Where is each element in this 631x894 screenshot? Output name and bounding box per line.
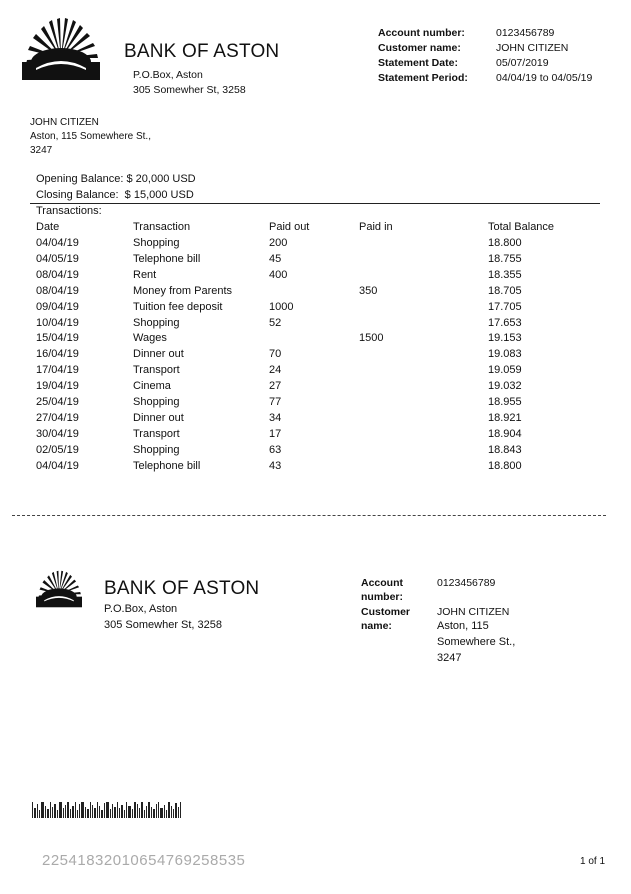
cell-date: 17/04/19 [36,364,79,377]
account-number: 0123456789 [496,27,555,39]
account-number-label: Account number: [378,27,465,39]
customer-name-label: Customer name: [378,42,461,54]
barcode-bar [54,804,56,818]
slip-customer-addr2: Somewhere St., [437,636,516,648]
barcode-bar [166,810,167,818]
statement-period: 04/04/19 to 04/05/19 [496,72,593,84]
cell-date: 04/04/19 [36,237,79,249]
barcode-bar [63,808,64,818]
table-row [36,332,631,348]
barcode-icon [32,800,247,816]
cell-date: 16/04/19 [36,348,79,361]
barcode-bar [79,804,80,818]
cell-paid-out: 43 [269,459,282,472]
barcode-bar [139,808,140,818]
cell-total-balance: 18.755 [488,252,522,265]
table-row [36,412,631,428]
cell-transaction: Shopping [133,237,180,249]
barcode-bar [87,809,89,818]
table-row [36,317,631,333]
barcode-bar [114,807,116,818]
barcode-bar [104,803,105,818]
cell-paid-out: 24 [269,364,282,377]
barcode-bar [128,806,131,818]
customer-name: JOHN CITIZEN [496,42,569,54]
cell-transaction: Dinner out [133,411,184,424]
barcode-bar [164,805,165,818]
cell-transaction: Telephone bill [133,459,201,472]
cell-paid-out: 45 [269,252,282,265]
customer-address-line1: Aston, 115 Somewhere St., [30,131,151,142]
barcode-bar [137,804,138,818]
barcode-bar [148,802,150,818]
bank-logo-icon [22,18,100,80]
cell-transaction: Shopping [133,396,180,408]
barcode-bar [45,806,46,818]
barcode-bar [47,809,49,818]
barcode-bar [171,806,172,818]
table-row [36,396,631,412]
cell-total-balance: 17.705 [488,300,522,313]
slip-bank-name: BANK OF ASTON [104,578,260,599]
barcode-bar [101,810,103,818]
barcode-bar [117,802,118,818]
balance-divider [30,203,600,204]
barcode-bar [106,802,109,818]
barcode-bar [50,802,51,818]
table-row [36,269,631,285]
slip-bank-address-line2: 305 Somewher St, 3258 [104,619,223,631]
cell-transaction: Shopping [133,443,180,456]
barcode-bar [77,810,78,818]
statement-date-label: Statement Date: [378,57,458,69]
cell-total-balance: 18.955 [488,396,522,408]
cell-date: 30/04/19 [36,427,79,440]
slip-customer-label-2: name: [361,620,392,632]
cell-total-balance: 18.800 [488,237,522,249]
header-transaction: Transaction [133,221,191,233]
transactions-table [36,221,606,481]
table-row [36,301,631,317]
slip-account-label-1: Account [361,577,403,589]
cell-date: 25/04/19 [36,396,79,408]
cell-date: 27/04/19 [36,411,79,424]
opening-balance: Opening Balance: $ 20,000 USD [36,173,196,185]
cell-transaction: Wages [133,332,167,345]
bank-address-line2: 305 Somewher St, 3258 [133,84,246,96]
cell-date: 02/05/19 [36,443,79,456]
barcode-bar [144,810,145,818]
header-paid-out: Paid out [269,221,310,233]
table-row [36,428,631,444]
barcode-bar [37,804,38,818]
slip-customer-addr3: 3247 [437,652,462,664]
barcode-bar [134,802,136,818]
cell-paid-out: 63 [269,443,282,456]
barcode-bar [160,808,163,818]
barcode-bar [141,802,143,818]
barcode-bar [72,806,74,818]
barcode-bar [59,802,62,818]
cell-total-balance: 18.705 [488,284,522,297]
statement-period-label: Statement Period: [378,72,468,84]
cell-paid-out: 200 [269,237,288,249]
cell-paid-out: 400 [269,268,288,281]
table-row [36,460,631,476]
barcode-number: 22541832010654769258535 [42,852,246,869]
barcode-bar [180,802,181,818]
cell-transaction: Dinner out [133,348,184,361]
table-row [36,285,631,301]
cell-paid-out: 27 [269,380,282,393]
cell-date: 10/04/19 [36,316,79,329]
cell-total-balance: 18.800 [488,459,522,472]
barcode-bar [132,809,133,818]
customer-address-line2: 3247 [30,145,53,156]
cell-transaction: Transport [133,364,180,377]
cell-transaction: Cinema [133,380,171,393]
barcode-bar [92,805,93,818]
barcode-bar [146,806,147,818]
customer-address-name: JOHN CITIZEN [30,117,99,128]
cell-date: 19/04/19 [36,380,79,393]
cell-date: 09/04/19 [36,300,79,313]
header-paid-in: Paid in [359,221,393,233]
header-total-balance: Total Balance [488,221,555,233]
slip-customer-label-1: Customer [361,606,411,618]
cell-transaction: Telephone bill [133,252,201,265]
cell-paid-in: 350 [359,284,378,297]
cell-transaction: Shopping [133,316,180,329]
barcode-bar [168,802,170,818]
cell-date: 08/04/19 [36,268,79,281]
barcode-bar [126,802,127,818]
cell-total-balance: 18.904 [488,427,522,440]
barcode-bar [90,802,91,818]
cell-paid-out: 1000 [269,300,294,313]
barcode-bar [32,802,33,818]
cell-transaction: Tuition fee deposit [133,300,223,313]
statement-date: 05/07/2019 [496,57,549,69]
barcode-bar [99,806,100,818]
table-row [36,364,631,380]
barcode-bar [67,802,69,818]
cell-date: 04/05/19 [36,252,79,265]
cell-paid-in: 1500 [359,332,384,345]
barcode-bar [175,803,177,818]
barcode-bar [153,809,155,818]
cell-date: 15/04/19 [36,332,79,345]
cell-total-balance: 19.032 [488,380,522,393]
barcode-bar [70,809,71,818]
slip-bank-address-line1: P.O.Box, Aston [104,603,178,615]
barcode-bar [173,809,174,818]
transactions-label: Transactions: [36,205,102,217]
barcode-bar [65,805,66,818]
cell-paid-out: 34 [269,411,282,424]
barcode-bar [57,810,58,818]
cell-paid-out: 70 [269,348,282,361]
bank-address-line1: P.O.Box, Aston [133,69,203,81]
barcode-bar [75,802,76,818]
cell-transaction: Money from Parents [133,284,233,297]
closing-balance: Closing Balance: $ 15,000 USD [36,189,194,201]
barcode-bar [39,810,40,818]
cell-total-balance: 18.355 [488,268,522,281]
page-indicator: 1 of 1 [580,856,606,867]
barcode-bar [34,808,36,818]
cell-total-balance: 18.843 [488,443,522,456]
barcode-bar [121,805,123,818]
barcode-bar [178,807,179,818]
cell-transaction: Rent [133,268,157,281]
barcode-bar [124,810,125,818]
barcode-bar [97,802,98,818]
barcode-bar [112,804,113,818]
slip-customer-name: JOHN CITIZEN [437,606,510,618]
cell-paid-out: 77 [269,396,282,408]
barcode-bar [41,802,44,818]
table-row [36,380,631,396]
barcode-bar [151,807,152,818]
cell-transaction: Transport [133,427,180,440]
barcode-bar [158,802,159,818]
cell-total-balance: 19.153 [488,332,522,345]
slip-bank-logo-icon [36,565,82,613]
barcode-bar [94,808,96,818]
table-row [36,444,631,460]
cell-total-balance: 19.059 [488,364,522,377]
cell-total-balance: 17.653 [488,316,522,329]
table-header-row [36,221,631,237]
cell-paid-out: 52 [269,316,282,329]
table-row [36,348,631,364]
cell-paid-out: 17 [269,427,282,440]
table-row [36,253,631,269]
barcode-bar [81,802,84,818]
slip-account-label-2: number: [361,591,403,603]
barcode-bar [110,809,111,818]
cell-date: 04/04/19 [36,459,79,472]
barcode-bar [52,807,53,818]
slip-account-number: 0123456789 [437,577,496,589]
barcode-bar [119,808,120,818]
cell-total-balance: 18.921 [488,411,522,424]
barcode-bar [156,804,157,818]
bank-name: BANK OF ASTON [124,41,280,62]
cell-total-balance: 19.083 [488,348,522,361]
table-row [36,237,631,253]
tear-off-line [12,515,606,516]
barcode-bar [85,807,86,818]
cell-date: 08/04/19 [36,284,79,297]
slip-customer-addr1: Aston, 115 [437,620,489,632]
header-date: Date [36,221,60,233]
